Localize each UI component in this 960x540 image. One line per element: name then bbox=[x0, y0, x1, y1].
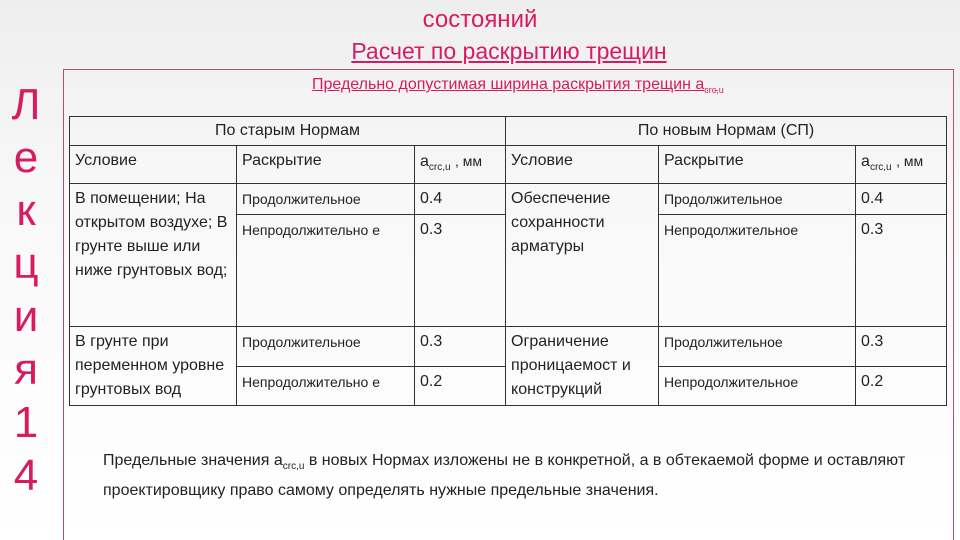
new-value-cell: 0.3 bbox=[856, 327, 947, 367]
footnote-sub: crc,u bbox=[282, 461, 305, 473]
old-opening-cell: Продолжительное bbox=[237, 327, 415, 367]
old-opening-cell: Непродолжительно е bbox=[237, 366, 415, 406]
table-row bbox=[70, 184, 947, 215]
slide-title-text: состояний bbox=[422, 6, 538, 33]
new-opening-cell: Продолжительное bbox=[659, 184, 856, 215]
side-lecture-label bbox=[6, 78, 46, 502]
side-letter: ц bbox=[13, 239, 39, 288]
new-condition-cell: Обеспечение сохранности арматуры bbox=[506, 184, 659, 327]
footnote-part1: Предельные значения a bbox=[103, 452, 283, 469]
old-opening-cell: Непродолжительно е bbox=[237, 215, 415, 327]
col-header-condition: Условие bbox=[70, 146, 237, 184]
old-value-cell: 0.2 bbox=[415, 366, 506, 406]
table-group-header-row bbox=[70, 117, 947, 146]
col-value-symbol: a bbox=[420, 153, 429, 170]
col-value-symbol: a bbox=[861, 153, 870, 170]
footnote-part2: в новых Нормах изложены не в конкретной, а в обтекаемой форме и оставляют проектировщику право самому определять нужные предельные значения. bbox=[103, 452, 906, 500]
col-value-sub: crc,u bbox=[869, 162, 892, 174]
table-column-header-row bbox=[70, 146, 947, 184]
new-value-cell: 0.4 bbox=[856, 184, 947, 215]
side-letter: я bbox=[14, 345, 38, 394]
new-condition-cell: Ограничение проницаемост и конструкций bbox=[506, 327, 659, 406]
old-value-cell: 0.4 bbox=[415, 184, 506, 215]
col-header-value bbox=[856, 146, 947, 184]
col-header-opening: Раскрытие bbox=[237, 146, 415, 184]
new-value-cell: 0.2 bbox=[856, 366, 947, 406]
slide-subtitle: Расчет по раскрытию трещин bbox=[351, 38, 667, 64]
side-letter: 4 bbox=[13, 451, 39, 500]
footnote bbox=[103, 449, 943, 503]
new-value-cell: 0.3 bbox=[856, 215, 947, 327]
old-opening-cell: Продолжительное bbox=[237, 184, 415, 215]
col-value-sub: crc,u bbox=[428, 162, 451, 174]
col-value-unit: , мм bbox=[455, 153, 483, 169]
new-opening-cell: Продолжительное bbox=[659, 327, 856, 367]
old-value-cell: 0.3 bbox=[415, 327, 506, 367]
old-norms-header: По старым Нормам bbox=[70, 117, 506, 146]
col-header-condition: Условие bbox=[506, 146, 659, 184]
frame-title bbox=[312, 76, 724, 95]
side-letter: и bbox=[13, 292, 39, 341]
norms-table bbox=[69, 116, 947, 406]
col-value-unit: , мм bbox=[896, 153, 924, 169]
old-condition-cell: В помещении; На открытом воздухе; В грунте выше или ниже грунтовых вод; bbox=[70, 184, 237, 327]
col-header-opening: Раскрытие bbox=[659, 146, 856, 184]
new-norms-header: По новым Нормам (СП) bbox=[506, 117, 947, 146]
side-letter: Л bbox=[11, 80, 41, 129]
frame-title-sub: crc,u bbox=[704, 85, 724, 96]
new-opening-cell: Непродолжительное bbox=[659, 215, 856, 327]
old-value-cell: 0.3 bbox=[415, 215, 506, 327]
slide-title bbox=[0, 6, 960, 34]
side-letter: е bbox=[13, 133, 39, 182]
new-opening-cell: Непродолжительное bbox=[659, 366, 856, 406]
frame-title-text: Предельно допустимая ширина раскрытия трещин a bbox=[312, 76, 705, 93]
table-row bbox=[70, 327, 947, 367]
side-letter: 1 bbox=[13, 398, 39, 447]
side-letter: к bbox=[16, 186, 36, 235]
col-header-value bbox=[415, 146, 506, 184]
old-condition-cell: В грунте при переменном уровне грунтовых вод bbox=[70, 327, 237, 406]
